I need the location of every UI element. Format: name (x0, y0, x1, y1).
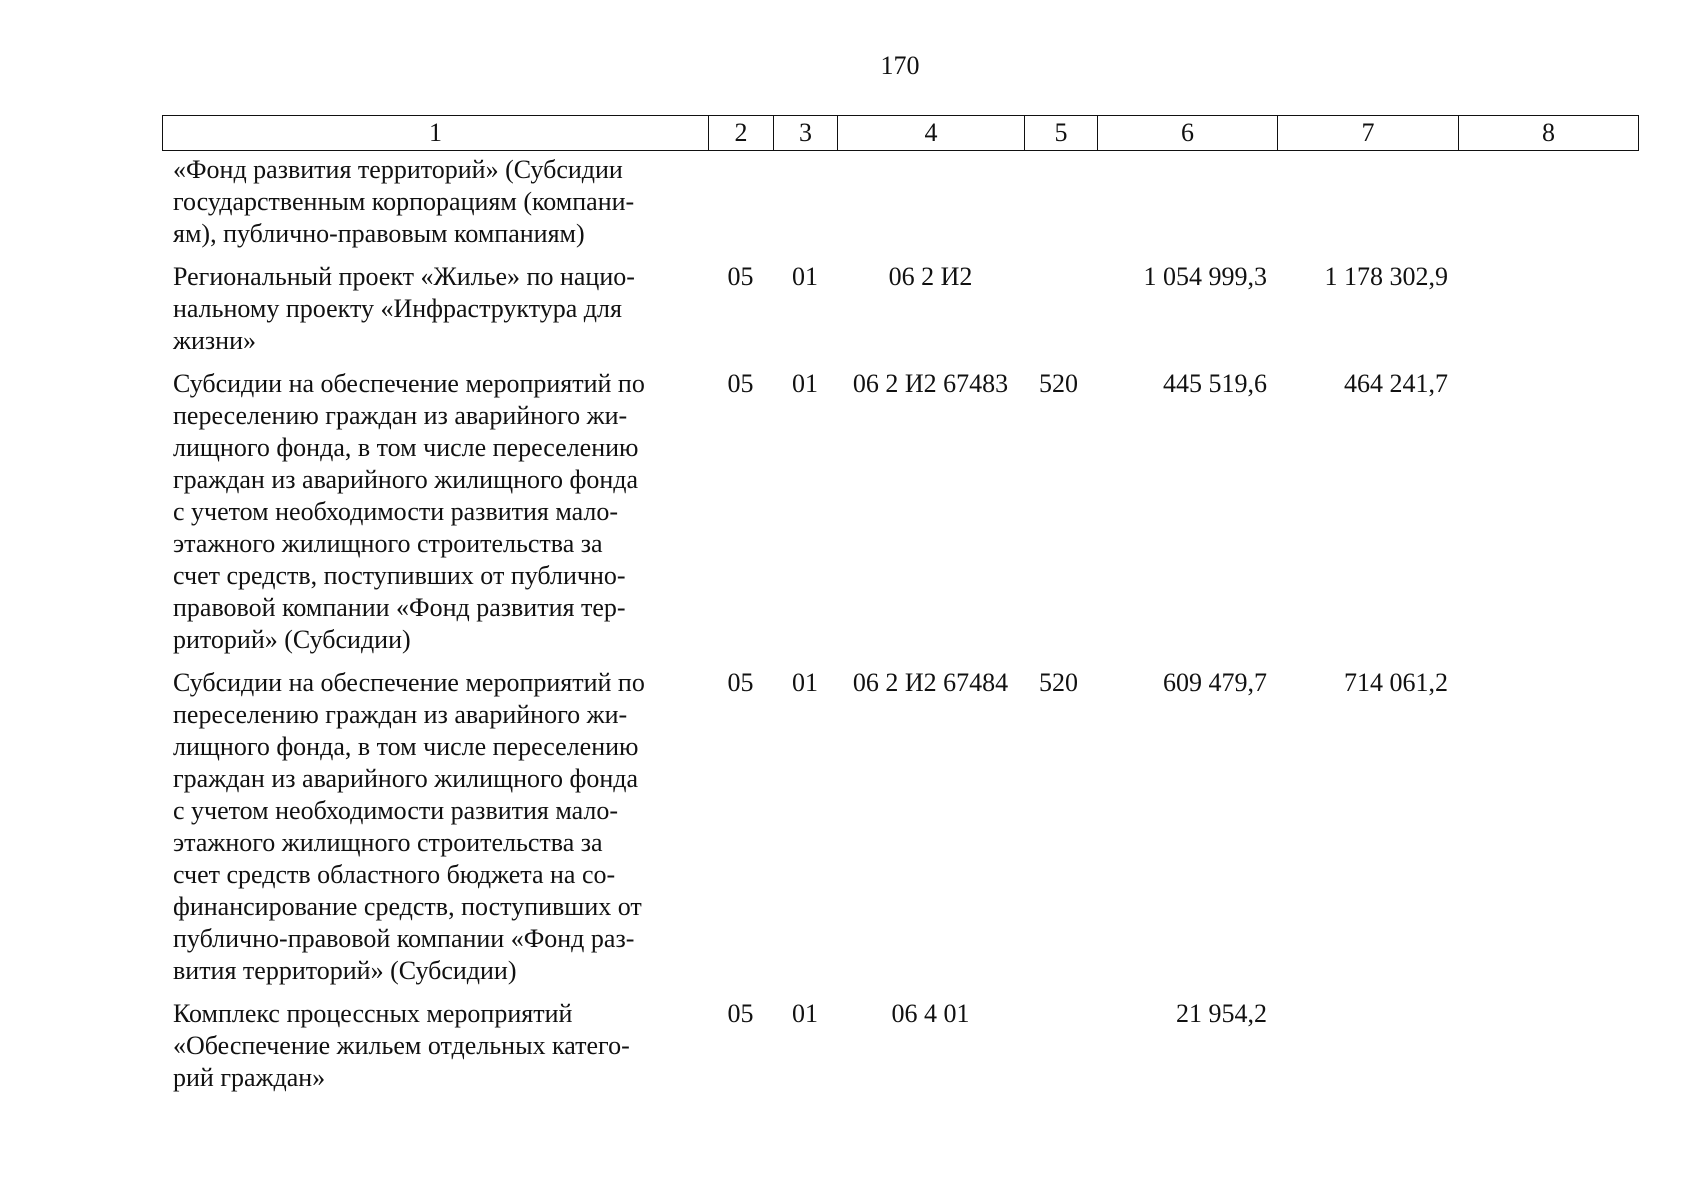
header-cell-5: 5 (1025, 116, 1098, 151)
description-line: вития территорий» (Субсидии) (173, 956, 517, 985)
amount-col-8 (1458, 368, 1638, 667)
subsection-code: 01 (792, 999, 818, 1028)
description-line: нальному проекту «Инфраструктура для (173, 294, 622, 323)
expense-type-code (1024, 998, 1097, 1105)
amount-col-6: 1 054 999,3 (1143, 262, 1267, 291)
amount-col-7 (1277, 154, 1458, 261)
amount-col-8 (1458, 998, 1638, 1105)
row-description (162, 154, 708, 261)
header-cell-1: 1 (163, 116, 709, 151)
expense-type-code (1024, 261, 1097, 368)
description-line: финансирование средств, поступивших от (173, 892, 642, 921)
row-description (162, 667, 708, 998)
description-line: публично-правовой компании «Фонд раз- (173, 924, 635, 953)
description-line: счет средств, поступивших от публично- (173, 561, 626, 590)
header-cell-6: 6 (1098, 116, 1278, 151)
target-article-code: 06 4 01 (891, 999, 970, 1028)
description-line: граждан из аварийного жилищного фонда (173, 465, 639, 494)
description-line: «Обеспечение жильем отдельных катего- (173, 1031, 630, 1060)
description-line: граждан из аварийного жилищного фонда (173, 764, 639, 793)
section-code: 05 (727, 668, 754, 697)
header-cell-8: 8 (1459, 116, 1639, 151)
target-article-code: 06 2 И2 67483 (852, 369, 1009, 398)
amount-col-7: 1 178 302,9 (1324, 262, 1448, 291)
table-row (162, 261, 1638, 368)
description-line: правовой компании «Фонд развития тер- (173, 593, 626, 622)
amount-col-8 (1458, 667, 1638, 998)
target-article-code (837, 154, 1024, 261)
description-line: с учетом необходимости развития мало- (173, 497, 619, 526)
description-line: жизни» (173, 326, 256, 355)
description-line: рий граждан» (173, 1063, 326, 1092)
target-article-code: 06 2 И2 67484 (852, 668, 1009, 697)
amount-col-6: 609 479,7 (1163, 668, 1267, 697)
amount-col-7: 714 061,2 (1344, 668, 1448, 697)
description-line: риторий» (Субсидии) (173, 625, 411, 654)
expense-type-code: 520 (1039, 668, 1078, 697)
description-line: «Фонд развития территорий» (Субсидии (173, 155, 623, 184)
description-line: с учетом необходимости развития мало- (173, 796, 619, 825)
target-article-code: 06 2 И2 (888, 262, 973, 291)
row-description (162, 261, 708, 368)
expense-type-code: 520 (1039, 369, 1078, 398)
amount-col-6: 21 954,2 (1176, 999, 1267, 1028)
expense-type-code (1024, 154, 1097, 261)
section-code: 05 (727, 369, 754, 398)
subsection-code: 01 (792, 369, 818, 398)
description-line: Комплекс процессных мероприятий (173, 999, 573, 1028)
description-line: Субсидии на обеспечение мероприятий по (173, 668, 645, 697)
description-line: Региональный проект «Жилье» по нацио- (173, 262, 635, 291)
description-line: переселению граждан из аварийного жи- (173, 401, 628, 430)
subsection-code: 01 (792, 262, 818, 291)
section-code (708, 154, 773, 261)
description-line: счет средств областного бюджета на со- (173, 860, 616, 889)
header-cell-7: 7 (1278, 116, 1459, 151)
row-description (162, 368, 708, 667)
amount-col-8 (1458, 154, 1638, 261)
table-row (162, 998, 1638, 1105)
header-cell-3: 3 (774, 116, 838, 151)
description-line: этажного жилищного строительства за (173, 828, 603, 857)
section-code: 05 (727, 262, 754, 291)
description-line: переселению граждан из аварийного жи- (173, 700, 628, 729)
description-line: лищного фонда, в том числе переселению (173, 433, 639, 462)
description-line: государственным корпорациям (компани- (173, 187, 635, 216)
description-line: ям), публично-правовым компаниям) (173, 219, 585, 248)
amount-col-7 (1277, 998, 1458, 1105)
subsection-code: 01 (792, 668, 818, 697)
table-row (162, 368, 1638, 667)
amount-col-6 (1097, 154, 1277, 261)
column-header-table (162, 115, 1639, 151)
section-code: 05 (727, 999, 754, 1028)
header-cell-2: 2 (709, 116, 774, 151)
subsection-code (773, 154, 837, 261)
budget-table (162, 154, 1638, 1105)
amount-col-8 (1458, 261, 1638, 368)
page-number: 170 (880, 51, 920, 80)
description-line: лищного фонда, в том числе переселению (173, 732, 639, 761)
description-line: этажного жилищного строительства за (173, 529, 603, 558)
header-row (163, 116, 1639, 151)
table-row (162, 667, 1638, 998)
table-row (162, 154, 1638, 261)
amount-col-6: 445 519,6 (1163, 369, 1267, 398)
header-cell-4: 4 (838, 116, 1025, 151)
amount-col-7: 464 241,7 (1344, 369, 1448, 398)
row-description (162, 998, 708, 1105)
description-line: Субсидии на обеспечение мероприятий по (173, 369, 645, 398)
